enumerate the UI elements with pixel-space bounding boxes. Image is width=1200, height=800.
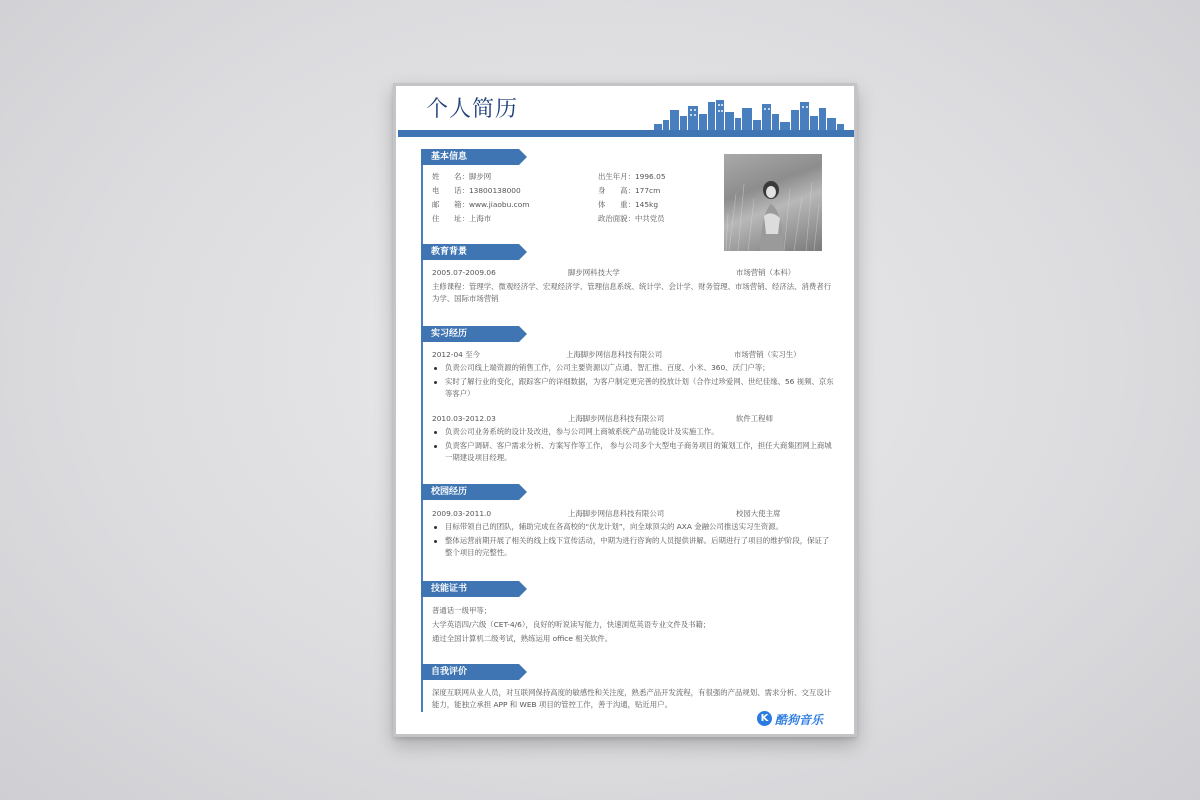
profile-photo: [724, 154, 822, 251]
edu-school: 脚步网科技大学: [568, 268, 620, 277]
intern2-item2: 负责客户调研、客户需求分析、方案写作等工作， 参与公司多个大型电子商务项目的策划工作，担任大商集团网上商城一期建设项目经理。: [445, 441, 832, 462]
basic-birth: 出生年月：1996.05: [598, 172, 666, 181]
section-title: 实习经历: [431, 329, 468, 339]
header-bar: [398, 130, 854, 137]
intern1-item2: 实时了解行业的变化，跟踪客户的详细数据，为客户制定更完善的投放计划（合作过珍爱网、世纪佳缘、56 视频、京东等客户）: [445, 377, 834, 398]
timeline-line: [421, 152, 423, 712]
kugou-logo-name: 酷狗音乐: [775, 713, 824, 727]
campus-item2: 整体运营前期开展了相关的线上线下宣传活动，中期为进行咨询的人员提供讲解。后期进行了项目的维护阶段，保证了整个项目的完整性。: [445, 536, 830, 557]
edu-period: 2005.07-2009.06: [432, 268, 496, 277]
resume-title: 个人简历: [426, 97, 519, 122]
basic-address: 住 址：上海市: [432, 214, 492, 223]
intern1-item1: 负责公司线上端资源的销售工作，公司主要资源以广点通、智汇推、百度、小米、360、沃门户等；: [445, 363, 770, 372]
bullet-icon: [434, 540, 437, 543]
campus-period: 2009.03-2011.0: [432, 509, 492, 518]
bullet-icon: [434, 445, 437, 448]
city-skyline-icon: [654, 100, 844, 132]
intern2-period: 2010.03-2012.03: [432, 414, 496, 423]
campus-item1: 目标带领自己的团队，辅助完成在各高校的“伏龙计划”，向全球顶尖的 AXA 金融公司推送实习生资源。: [445, 522, 783, 531]
basic-politics: 政治面貌：中共党员: [598, 214, 665, 223]
basic-name: 姓 名：脚步网: [432, 172, 492, 181]
basic-weight: 体 重：145kg: [598, 200, 659, 209]
intern2-role: 软件工程师: [736, 414, 773, 423]
basic-phone: 电 话：13800138000: [432, 186, 521, 195]
intern1-company: 上海脚步网信息科技有限公司: [566, 350, 663, 359]
bullet-icon: [434, 526, 437, 529]
section-title: 技能证书: [431, 584, 468, 594]
section-title: 校园经历: [431, 487, 468, 497]
campus-role: 校园大使主席: [736, 509, 781, 518]
skill-1: 普通话一级甲等；: [432, 606, 492, 615]
edu-courses: 主修课程：管理学、微观经济学、宏观经济学、管理信息系统、统计学、会计学、财务管理、市场营销、经济法、消费者行为学、国际市场营销: [432, 282, 832, 303]
self-eval-text: 深度互联网从业人员，对互联网保持高度的敏感性和关注度，熟悉产品开发流程，有很强的产品规划、需求分析、交互设计能力，能独立承担 APP 和 WEB 项目的管控工作，善于沟通，贴近用户。: [432, 688, 832, 709]
skill-2: 大学英语四/六级（CET-4/6），良好的听说读写能力，快速浏览英语专业文件及书籍；: [432, 620, 711, 629]
skill-3: 通过全国计算机二级考试，熟练运用 office 相关软件。: [432, 634, 613, 643]
section-title: 教育背景: [431, 247, 468, 257]
intern1-period: 2012-04 至今: [432, 350, 481, 359]
kugou-k-icon: K: [757, 711, 772, 726]
bullet-icon: [434, 367, 437, 370]
intern2-company: 上海脚步网信息科技有限公司: [568, 414, 665, 423]
bullet-icon: [434, 431, 437, 434]
bullet-icon: [434, 381, 437, 384]
resume-paper: [393, 83, 857, 737]
section-title: 自我评价: [431, 667, 468, 677]
basic-height: 身 高：177cm: [598, 186, 661, 195]
basic-email: 邮 箱：www.jiaobu.com: [432, 200, 530, 209]
campus-company: 上海脚步网信息科技有限公司: [568, 509, 665, 518]
intern1-role: 市场营销（实习生）: [734, 350, 801, 359]
intern2-item1: 负责公司业务系统的设计及改进，参与公司网上商城系统产品功能设计及实施工作。: [445, 427, 719, 436]
edu-major: 市场营销（本科）: [736, 268, 796, 277]
section-title: 基本信息: [431, 152, 468, 162]
